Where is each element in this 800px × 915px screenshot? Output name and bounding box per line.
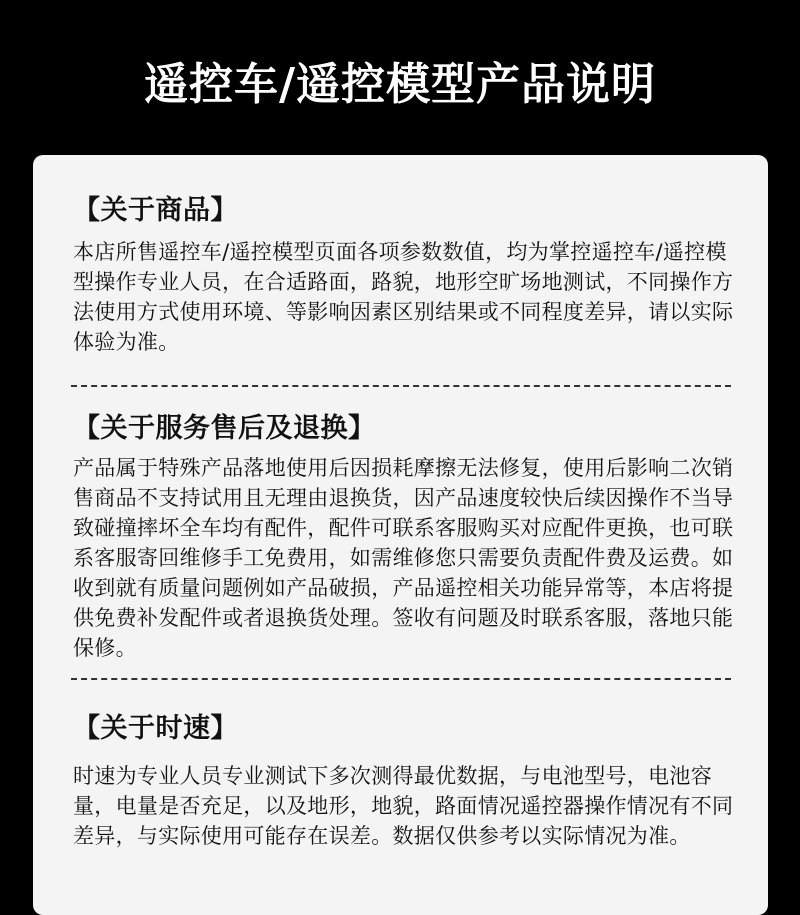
section-body: 本店所售遥控车/遥控模型页面各项参数数值，均为掌控遥控车/遥控模型操作专业人员，在合适路面，路貌，地形空旷场地测试，不同操作方法使用方式使用环境、等影响因素区别结果或不同程度差异，请以实际体验为准。: [73, 240, 734, 354]
section-about-service: [73, 411, 743, 663]
section-heading: 【关于服务售后及退换】: [73, 413, 376, 444]
section-heading: 【关于商品】: [73, 195, 238, 226]
section-body: 时速为专业人员专业测试下多次测得最优数据，与电池型号，电池容量，电量是否充足，以及地形，地貌，路面情况遥控器操作情况有不同差异，与实际使用可能存在误差。数据仅供参考以实际情况为准。: [73, 764, 734, 848]
section-heading: 【关于时速】: [73, 713, 238, 744]
section-about-speed: [73, 711, 743, 851]
divider: [71, 385, 731, 387]
section-about-product: [73, 193, 743, 357]
info-card: [33, 155, 768, 915]
divider: [71, 678, 731, 680]
page-title: 遥控车/遥控模型产品说明: [143, 59, 657, 110]
section-body: 产品属于特殊产品落地使用后因损耗摩擦无法修复，使用后影响二次销售商品不支持试用且无理由退换货，因产品速度较快后续因操作不当导致碰撞摔坏全车均有配件，配件可联系客服购买对应配件更换，也可联系客服寄回维修手工免费用，如需维修您只需要负责配件费及运费。如收到就有质量问题例如产品破损，产品遥控相关功能异常等，本店将提供免费补发配件或者退换货处理。签收有问题及时联系客服，落地只能保修。: [73, 456, 734, 660]
